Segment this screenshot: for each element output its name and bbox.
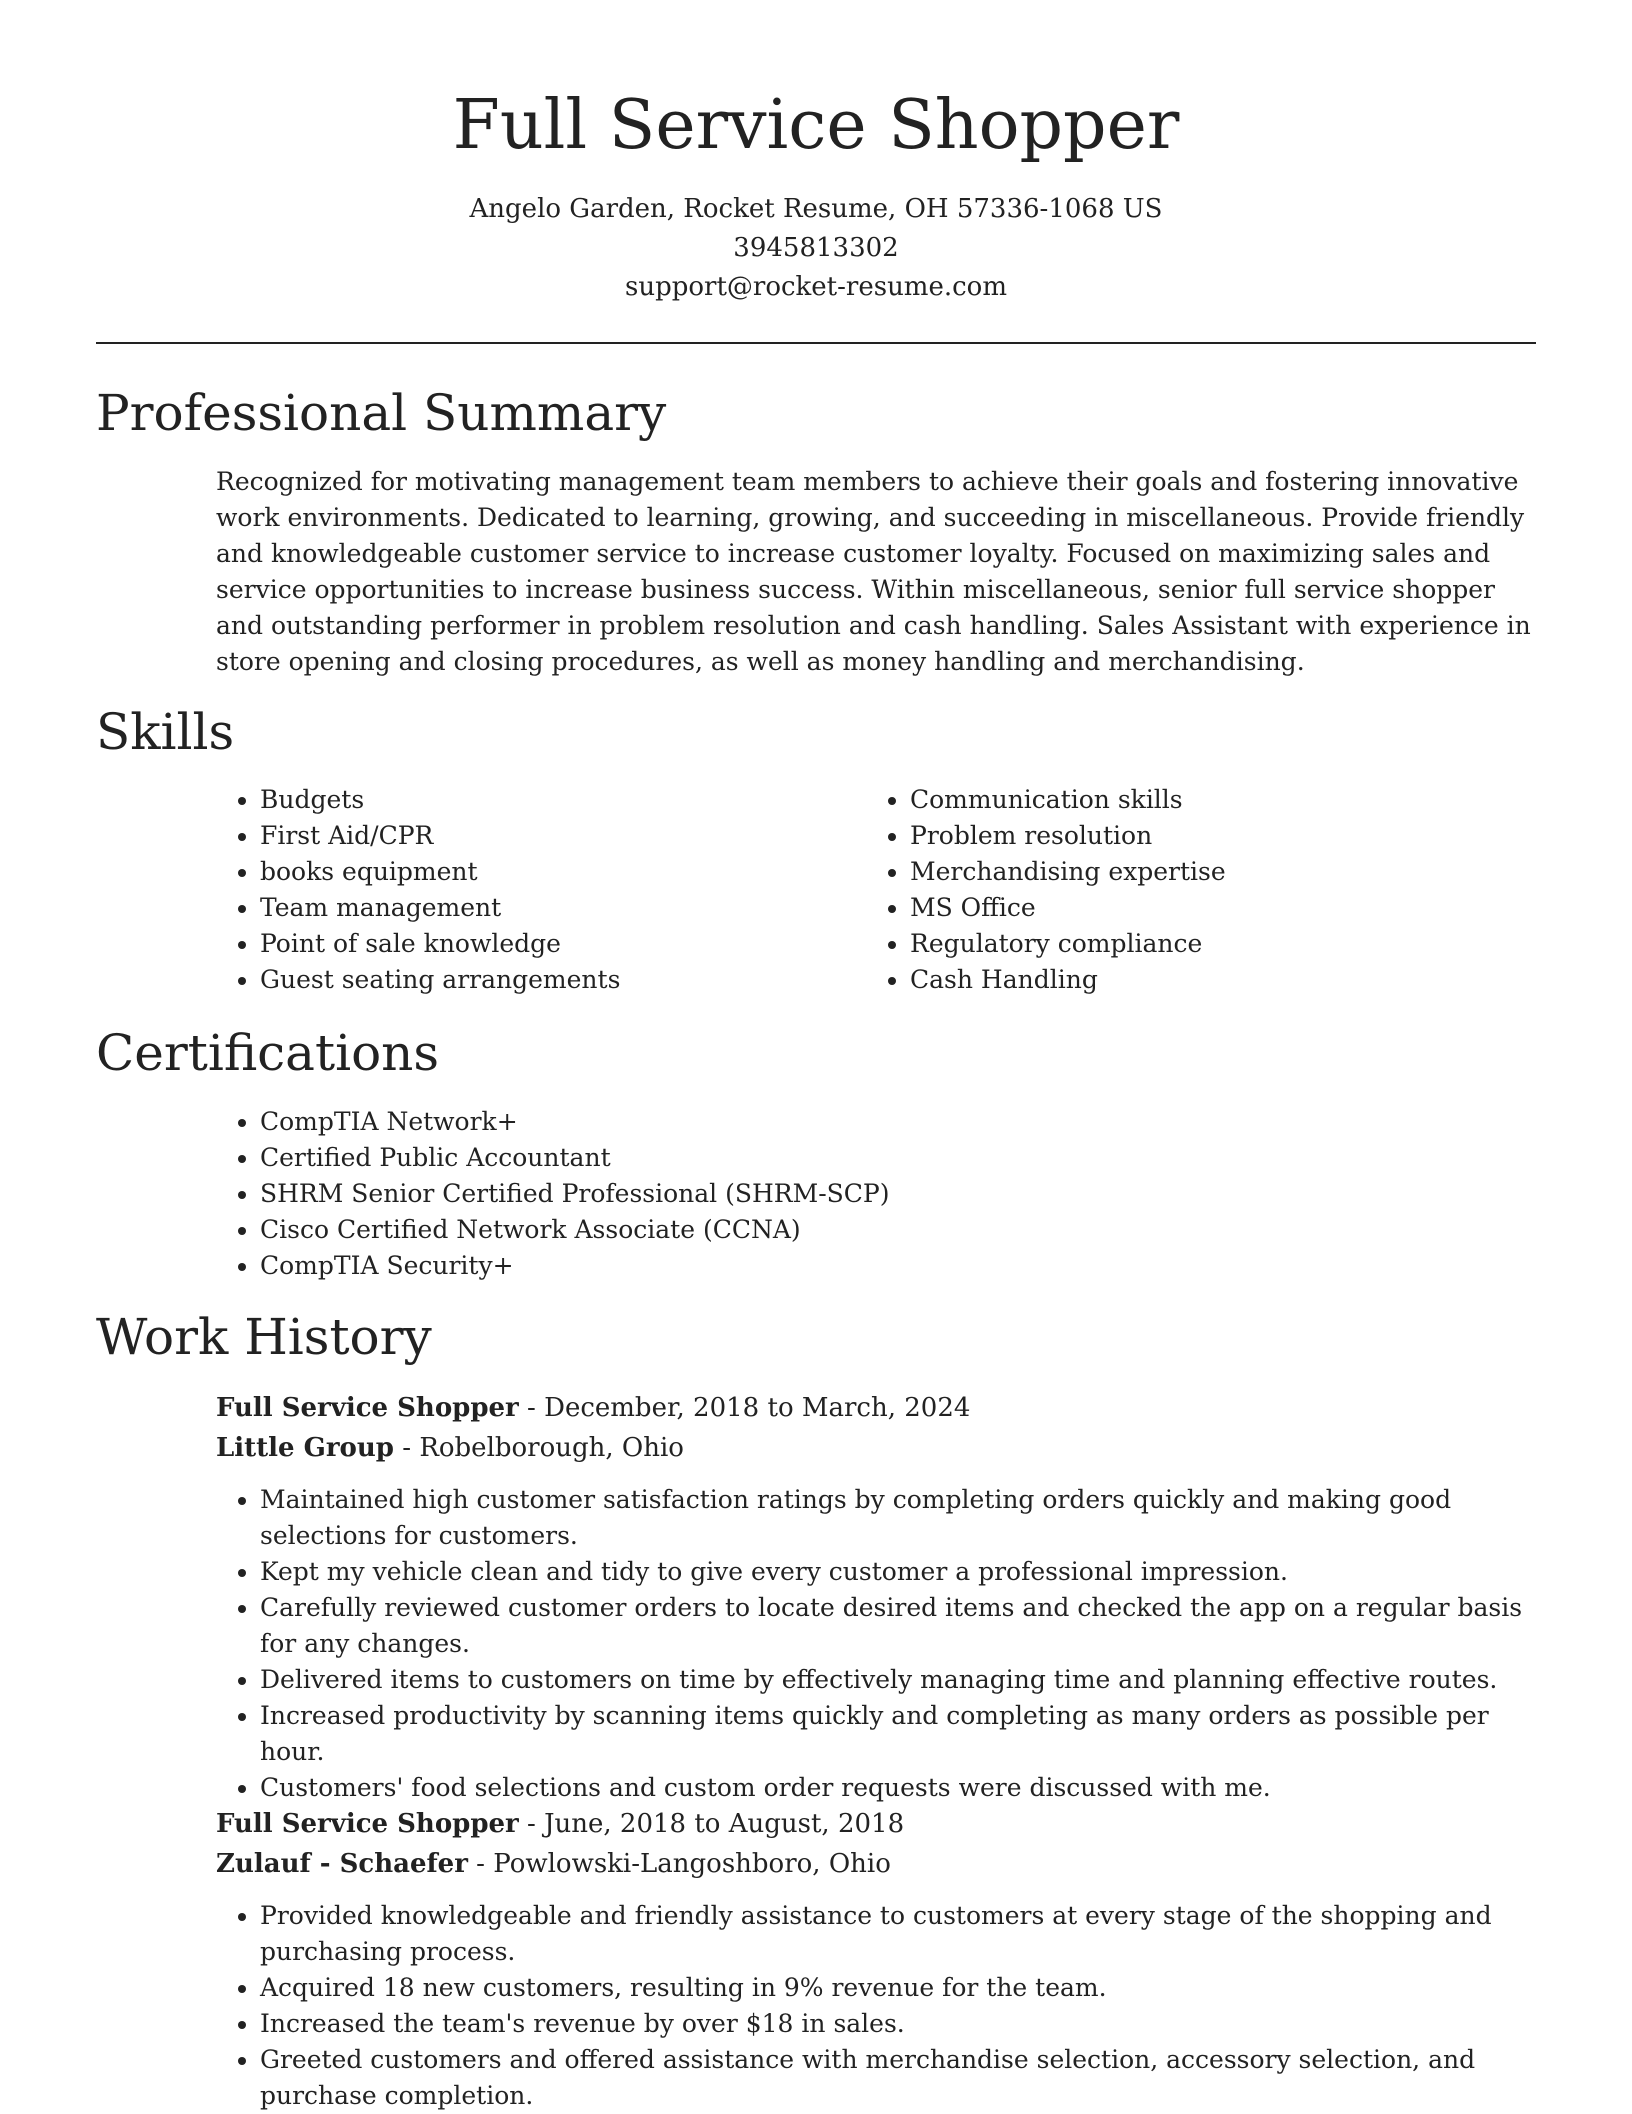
certification-item: • SHRM Senior Certified Professional (SHRM-SCP) [260,1176,1540,1212]
job-bullet: • Provided knowledgeable and friendly assistance to customers at every stage of the shopping and purchasing process. [260,1898,1540,1970]
skill-item: • Merchandising expertise [910,854,1510,890]
skill-item: • MS Office [910,890,1510,926]
job-bullets [216,1482,1540,1806]
summary-heading: Professional Summary [96,384,667,442]
skill-item: • Regulatory compliance [910,926,1510,962]
skill-item: • books equipment [260,854,820,890]
job-title-line [216,1804,1540,1844]
work-history-heading: Work History [96,1308,432,1366]
job-location: Powlowski-Langoshboro, Ohio [493,1849,891,1879]
job-bullet: • Greeted customers and offered assistance with merchandise selection, accessory selection, and purchase completion. [260,2042,1540,2114]
separator: - [518,1809,545,1839]
header-divider [96,342,1536,344]
certification-item: • CompTIA Security+ [260,1248,1540,1284]
separator: - [518,1393,545,1423]
job-bullet: • Customers' food selections and custom order requests were discussed with me. [260,1770,1540,1806]
contact-email: support@rocket-resume.com [624,272,1007,302]
job-bullets [216,1898,1540,2114]
certification-item: • Cisco Certified Network Associate (CCNA) [260,1212,1540,1248]
job-company-line [216,1428,1540,1468]
summary-text: Recognized for motivating management team members to achieve their goals and fostering innovative work environments. Dedicated to learning, growing, and succeeding in miscellaneous. Provide friendly and knowledgeable customer service to increase customer loyalty. Focused on maximizing sales and service opportunities to increase business success. Within miscellaneous, senior full service shopper and outstanding performer in problem resolution and cash handling. Sales Assistant with experience in store opening and closing procedures, as well as money handling and merchandising. [216,467,1531,676]
skill-item: • Guest seating arrangements [260,962,820,998]
skill-item: • First Aid/CPR [260,818,820,854]
certifications-heading: Certifications [96,1024,440,1082]
skill-item: • Team management [260,890,820,926]
job-company: Zulauf - Schaefer [216,1849,468,1879]
job-bullet: • Increased productivity by scanning items quickly and completing as many orders as possible per hour. [260,1698,1540,1770]
candidate-name: Full Service Shopper [452,86,1180,165]
job-bullet: • Acquired 18 new customers, resulting in 9% revenue for the team. [260,1970,1540,2006]
skill-item: • Communication skills [910,782,1510,818]
job-role: Full Service Shopper [216,1393,519,1423]
separator: - [393,1433,420,1463]
job-role: Full Service Shopper [216,1809,519,1839]
contact-address: Angelo Garden, Rocket Resume, OH 57336-1068 US [469,194,1163,224]
skills-list-right [866,782,1510,998]
job-location: Robelborough, Ohio [419,1433,684,1463]
skill-item: • Problem resolution [910,818,1510,854]
contact-phone: 3945813302 [733,233,899,263]
skill-item: • Point of sale knowledge [260,926,820,962]
certifications-list [216,1104,1540,1284]
certification-item: • Certified Public Accountant [260,1140,1540,1176]
job-dates: December, 2018 to March, 2024 [544,1393,971,1423]
separator: - [467,1849,494,1879]
skill-item: • Budgets [260,782,820,818]
job-bullet: • Kept my vehicle clean and tidy to give every customer a professional impression. [260,1554,1540,1590]
skills-heading: Skills [96,703,235,761]
job-dates: June, 2018 to August, 2018 [544,1809,905,1839]
job-company: Little Group [216,1433,394,1463]
certification-item: • CompTIA Network+ [260,1104,1540,1140]
job-bullet: • Carefully reviewed customer orders to locate desired items and checked the app on a regular basis for any changes. [260,1590,1540,1662]
job-bullet: • Increased the team's revenue by over $18 in sales. [260,2006,1540,2042]
skills-list-left [216,782,820,998]
skill-item: • Cash Handling [910,962,1510,998]
job-company-line [216,1844,1540,1884]
job-bullet: • Delivered items to customers on time by effectively managing time and planning effective routes. [260,1662,1540,1698]
job-bullet: • Maintained high customer satisfaction ratings by completing orders quickly and making good selections for customers. [260,1482,1540,1554]
job-title-line [216,1388,1540,1428]
